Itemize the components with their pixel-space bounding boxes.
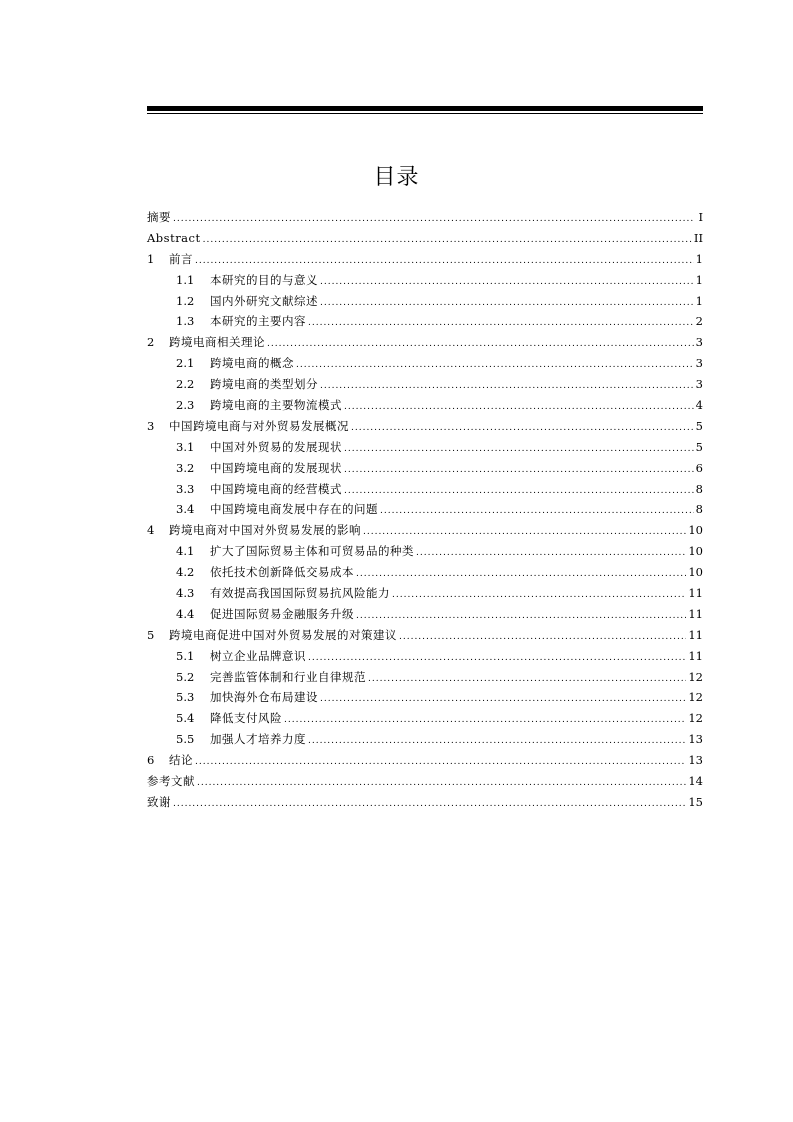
- toc-entry[interactable]: [147, 249, 703, 270]
- toc-entry[interactable]: [147, 646, 703, 667]
- dot-leader: [416, 543, 686, 564]
- toc-entry-page: 13: [688, 753, 703, 768]
- toc-entry-label: 国内外研究文献综述: [210, 293, 318, 308]
- toc-entry-number: 3.1: [176, 439, 195, 454]
- header-rule-thin: [147, 113, 703, 114]
- toc-entry-label: 有效提高我国国际贸易抗风险能力: [210, 586, 390, 601]
- toc-entry[interactable]: [147, 667, 703, 688]
- toc-entry-number: 1.1: [176, 272, 195, 287]
- toc-entry-page: 12: [688, 690, 703, 705]
- toc-entry-number: 5.3: [176, 690, 195, 705]
- toc-entry-page: 11: [688, 648, 703, 663]
- toc-entry[interactable]: [147, 562, 703, 583]
- toc-entry-label: 跨境电商促进中国对外贸易发展的对策建议: [169, 627, 397, 642]
- dot-leader: [195, 251, 694, 272]
- toc-entry-number: 1: [147, 251, 155, 266]
- toc-entry[interactable]: [147, 207, 703, 228]
- dot-leader: [308, 731, 686, 752]
- dot-leader: [363, 522, 686, 543]
- toc-entry-page: 8: [695, 481, 703, 496]
- toc-entry-label: 本研究的目的与意义: [210, 272, 318, 287]
- toc-entry-number: 5: [147, 627, 155, 642]
- toc-entry[interactable]: [147, 499, 703, 520]
- toc-entry[interactable]: [147, 687, 703, 708]
- toc-entry-page: 12: [688, 669, 703, 684]
- toc-entry-label: 摘要: [147, 210, 171, 224]
- toc-entry-page: 1: [695, 293, 703, 308]
- toc-entry[interactable]: [147, 437, 703, 458]
- toc-entry-number: 4.2: [176, 565, 195, 580]
- toc-entry-number: 2.3: [176, 398, 195, 413]
- toc-entry-label: 降低支付风险: [210, 711, 282, 726]
- toc-entry-number: 5.1: [176, 648, 195, 663]
- toc-entry-page: 11: [688, 606, 703, 621]
- toc-entry-number: 4.4: [176, 606, 195, 621]
- toc-entry[interactable]: [147, 583, 703, 604]
- toc-entry-label: 跨境电商的主要物流模式: [210, 398, 342, 413]
- toc-entry-label: Abstract: [147, 230, 201, 245]
- toc-entry-number: 3.2: [176, 460, 195, 475]
- toc-entry[interactable]: [147, 270, 703, 291]
- toc-entry[interactable]: [147, 353, 703, 374]
- toc-entry-page: 10: [688, 565, 703, 580]
- dot-leader: [308, 313, 694, 334]
- toc-entry-number: 5.2: [176, 669, 195, 684]
- toc-entry[interactable]: [147, 395, 703, 416]
- toc-entry-page: 1: [695, 272, 703, 287]
- dot-leader: [284, 710, 686, 731]
- toc-entry-number: 4.1: [176, 544, 195, 559]
- toc-entry-label: 中国跨境电商的经营模式: [210, 481, 342, 496]
- toc-entry-number: 3.4: [176, 502, 195, 517]
- dot-leader: [173, 209, 695, 230]
- toc-entry-page: 3: [695, 377, 703, 392]
- dot-leader: [320, 376, 694, 397]
- toc-entry-label: 跨境电商相关理论: [169, 335, 265, 350]
- toc-entry-page: 11: [688, 586, 703, 601]
- toc-entry[interactable]: [147, 311, 703, 332]
- toc-entry[interactable]: [147, 332, 703, 353]
- toc-entry-label: 跨境电商的概念: [210, 356, 294, 371]
- toc-entry-number: 5.4: [176, 711, 195, 726]
- toc-entry[interactable]: [147, 604, 703, 625]
- toc-entry-number: 1.2: [176, 293, 195, 308]
- dot-leader: [351, 418, 694, 439]
- toc-entry-page: I: [698, 210, 703, 224]
- toc-entry-page: 15: [688, 794, 703, 809]
- toc-entry[interactable]: [147, 625, 703, 646]
- dot-leader: [344, 460, 694, 481]
- toc-entry-label: 加强人才培养力度: [210, 732, 306, 747]
- toc-entry-page: 5: [695, 418, 703, 433]
- toc-entry-page: 8: [695, 502, 703, 517]
- toc-entry-label: 参考文献: [147, 774, 195, 789]
- toc-entry-page: 4: [695, 398, 703, 413]
- toc-entry[interactable]: [147, 291, 703, 312]
- dot-leader: [344, 439, 694, 460]
- toc-entry-page: 2: [695, 314, 703, 329]
- toc-entry-label: 前言: [169, 251, 193, 266]
- dot-leader: [320, 272, 694, 293]
- dot-leader: [356, 564, 686, 585]
- toc-entry-page: 3: [695, 356, 703, 371]
- toc-entry[interactable]: [147, 771, 703, 792]
- toc-entry-page: 6: [695, 460, 703, 475]
- toc-entry-number: 2.1: [176, 356, 195, 371]
- dot-leader: [399, 627, 686, 648]
- toc-entry[interactable]: [147, 374, 703, 395]
- dot-leader: [368, 669, 686, 690]
- toc-entry-label: 中国跨境电商的发展现状: [210, 460, 342, 475]
- toc-entry[interactable]: [147, 541, 703, 562]
- toc-entry-page: 11: [688, 627, 703, 642]
- dot-leader: [380, 501, 694, 522]
- toc-entry-page: II: [693, 230, 703, 245]
- dot-leader: [356, 606, 686, 627]
- toc-entry[interactable]: [147, 416, 703, 437]
- toc-entry-page: 10: [688, 544, 703, 559]
- toc-entry[interactable]: [147, 479, 703, 500]
- dot-leader: [203, 230, 692, 251]
- toc-entry-number: 2: [147, 335, 155, 350]
- toc-entry-number: 2.2: [176, 377, 195, 392]
- dot-leader: [267, 334, 694, 355]
- dot-leader: [320, 689, 686, 710]
- dot-leader: [344, 481, 694, 502]
- toc-entry-label: 依托技术创新降低交易成本: [210, 565, 354, 580]
- toc-entry-number: 4: [147, 523, 155, 538]
- header-rule-thick: [147, 106, 703, 111]
- toc-entry-page: 5: [695, 439, 703, 454]
- toc-entry-label: 树立企业品牌意识: [210, 648, 306, 663]
- toc-entry-page: 1: [695, 251, 703, 266]
- toc-entry-number: 1.3: [176, 314, 195, 329]
- toc-entry[interactable]: [147, 750, 703, 771]
- dot-leader: [197, 773, 686, 794]
- toc-entry-page: 13: [688, 732, 703, 747]
- toc-entry-label: 本研究的主要内容: [210, 314, 306, 329]
- dot-leader: [308, 648, 686, 669]
- toc-entry[interactable]: [147, 228, 703, 249]
- dot-leader: [344, 397, 694, 418]
- toc-entry-label: 结论: [169, 753, 193, 768]
- toc-entry-label: 扩大了国际贸易主体和可贸易品的种类: [210, 544, 414, 559]
- toc-entry-number: 6: [147, 753, 155, 768]
- toc-entry-label: 致谢: [147, 794, 171, 809]
- toc-entry[interactable]: [147, 729, 703, 750]
- toc-entry[interactable]: [147, 792, 703, 813]
- toc-entry-label: 跨境电商对中国对外贸易发展的影响: [169, 523, 361, 538]
- toc-entry-number: 3.3: [176, 481, 195, 496]
- toc-entry-page: 12: [688, 711, 703, 726]
- toc-entry[interactable]: [147, 708, 703, 729]
- dot-leader: [320, 293, 694, 314]
- toc-entry-label: 跨境电商的类型划分: [210, 377, 318, 392]
- toc-entry-page: 10: [688, 523, 703, 538]
- toc-entry-label: 完善监管体制和行业自律规范: [210, 669, 366, 684]
- dot-leader: [195, 752, 686, 773]
- toc-entry-label: 促进国际贸易金融服务升级: [210, 606, 354, 621]
- dot-leader: [173, 794, 686, 815]
- toc-entry[interactable]: [147, 520, 703, 541]
- toc-entry-number: 4.3: [176, 586, 195, 601]
- toc-entry-label: 加快海外仓布局建设: [210, 690, 318, 705]
- toc-entry-label: 中国对外贸易的发展现状: [210, 439, 342, 454]
- table-of-contents: [147, 207, 703, 813]
- toc-entry-page: 14: [688, 774, 703, 789]
- toc-entry-label: 中国跨境电商与对外贸易发展概况: [169, 418, 349, 433]
- toc-title: 目录: [373, 165, 420, 190]
- toc-entry[interactable]: [147, 458, 703, 479]
- toc-entry-number: 3: [147, 418, 155, 433]
- toc-entry-page: 3: [695, 335, 703, 350]
- toc-entry-label: 中国跨境电商发展中存在的问题: [210, 502, 378, 517]
- dot-leader: [296, 355, 694, 376]
- dot-leader: [392, 585, 686, 606]
- toc-entry-number: 5.5: [176, 732, 195, 747]
